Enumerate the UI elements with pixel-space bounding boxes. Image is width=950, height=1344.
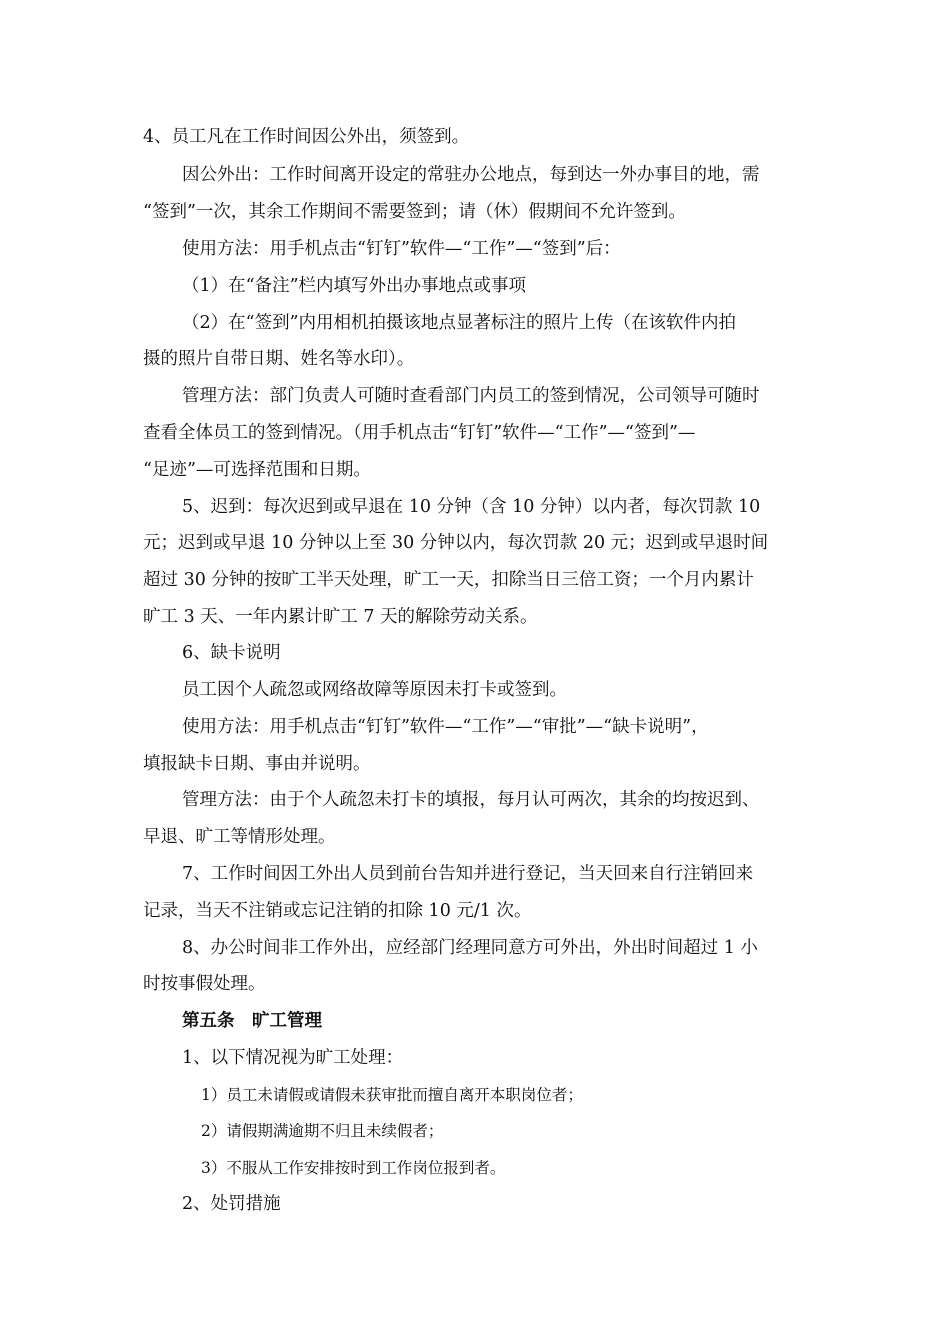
text-line: 5、迟到：每次迟到或早退在 10 分钟（含 10 分钟）以内者，每次罚款 10: [182, 497, 761, 517]
text-line: 超过 30 分钟的按旷工半天处理，旷工一天，扣除当日三倍工资；一个月内累计: [143, 570, 754, 590]
text-line: 查看全体员工的签到情况。（用手机点击“钉钉”软件—“工作”—“签到”—: [143, 423, 696, 443]
section-heading: 第五条 旷工管理: [182, 1011, 322, 1031]
text-line: 早退、旷工等情形处理。: [143, 827, 336, 847]
list-item: 3）不服从工作安排按时到工作岗位报到者。: [201, 1159, 506, 1177]
list-item: 1）员工未请假或请假未获审批而擅自离开本职岗位者；: [201, 1086, 583, 1104]
text-line: 员工因个人疏忽或网络故障等原因未打卡或签到。: [182, 680, 567, 700]
text-line: 管理方法：部门负责人可随时查看部门内员工的签到情况，公司领导可随时: [182, 386, 760, 406]
text-line: 旷工 3 天、一年内累计旷工 7 天的解除劳动关系。: [143, 607, 538, 627]
text-line: 1、以下情况视为旷工处理：: [182, 1048, 404, 1068]
text-line: 因公外出：工作时间离开设定的常驻办公地点，每到达一外办事目的地，需: [182, 165, 760, 185]
text-line: 2、处罚措施: [182, 1194, 281, 1214]
text-line: 7、工作时间因工外出人员到前台告知并进行登记，当天回来自行注销回来: [182, 864, 754, 884]
text-line: “足迹”—可选择范围和日期。: [143, 460, 371, 480]
text-line: 8、办公时间非工作外出，应经部门经理同意方可外出，外出时间超过 1 小: [182, 938, 758, 958]
text-line: 使用方法：用手机点击“钉钉”软件—“工作”—“审批”—“缺卡说明”，: [182, 717, 709, 737]
list-item: 2）请假期满逾期不归且未续假者；: [201, 1122, 444, 1140]
text-line: 管理方法：由于个人疏忽未打卡的填报，每月认可两次，其余的均按迟到、: [182, 790, 760, 810]
text-line: 使用方法：用手机点击“钉钉”软件—“工作”—“签到”后：: [182, 239, 621, 259]
text-line: 4、员工凡在工作时间因公外出，须签到。: [143, 127, 470, 147]
text-line: “签到”一次，其余工作期间不需要签到；请（休）假期间不允许签到。: [143, 202, 686, 222]
text-line: （2）在“签到”内用相机拍摄该地点显著标注的照片上传（在该软件内拍: [182, 313, 737, 333]
text-line: 时按事假处理。: [143, 974, 266, 994]
text-line: 填报缺卡日期、事由并说明。: [143, 754, 371, 774]
text-line: 记录，当天不注销或忘记注销的扣除 10 元/1 次。: [143, 901, 532, 921]
text-line: （1）在“备注”栏内填写外出办事地点或事项: [182, 276, 527, 296]
text-line: 元；迟到或早退 10 分钟以上至 30 分钟以内，每次罚款 20 元；迟到或早退时间: [143, 533, 769, 553]
text-line: 6、缺卡说明: [182, 643, 281, 663]
text-line: 摄的照片自带日期、姓名等水印）。: [143, 349, 415, 369]
